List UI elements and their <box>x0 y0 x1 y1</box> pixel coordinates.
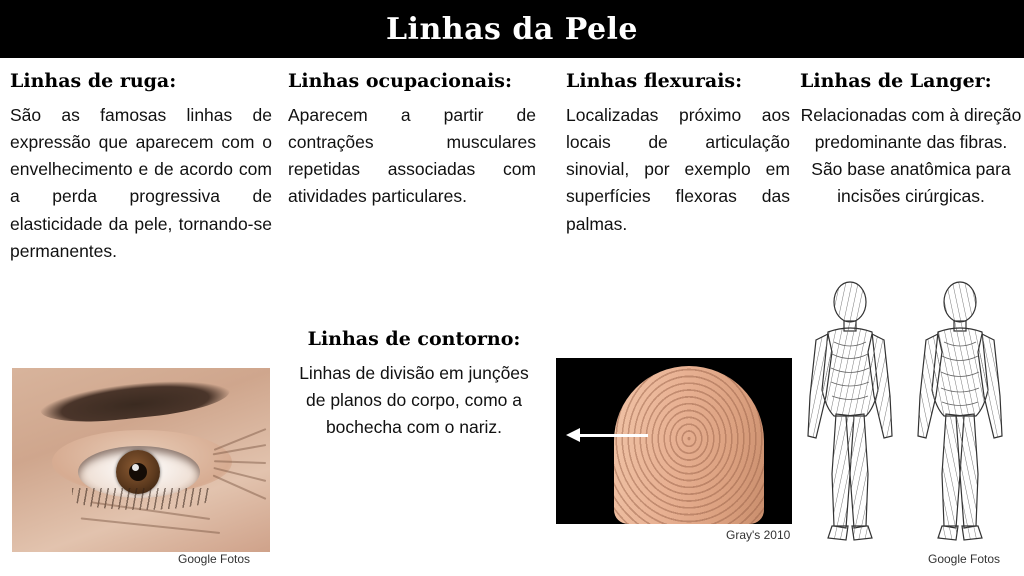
section-body-langer: Relacionadas com à direção predominante das fibras. São base anatômica para incisões cirúrgicas. <box>800 105 1022 207</box>
section-linhas-flexurais <box>566 70 790 238</box>
section-heading-occupational: Linhas ocupacionais: <box>288 70 512 92</box>
fingertip-flexural-photo <box>556 358 792 524</box>
header-bar <box>0 0 1024 58</box>
section-heading-wrinkle: Linhas de ruga: <box>10 70 177 92</box>
wrinkle-line <box>81 517 220 534</box>
eye-photo-caption: Google Fotos <box>178 552 251 566</box>
section-linhas-de-ruga <box>10 70 272 265</box>
section-body-flexural: Localizadas próximo aos locais de articulação sinovial, por exemplo em superfícies flexoras das palmas. <box>566 105 790 234</box>
langer-figure-caption: Google Fotos <box>928 552 1001 566</box>
section-body-occupational: Aparecem a partir de contrações musculares repetidas associadas com atividades particulares. <box>288 105 536 207</box>
eyelashes-shape <box>72 488 210 510</box>
section-linhas-ocupacionais <box>288 70 536 211</box>
eyebrow-shape <box>39 374 232 428</box>
page-title: Linhas da Pele <box>385 11 639 47</box>
pointer-arrow-icon <box>566 428 580 442</box>
pointer-arrow-line <box>572 434 648 437</box>
section-linhas-de-contorno <box>288 328 540 441</box>
langer-lines-figure <box>798 276 1022 550</box>
section-linhas-de-langer <box>800 70 1022 211</box>
finger-photo-caption: Gray's 2010 <box>726 528 791 542</box>
section-heading-flexural: Linhas flexurais: <box>566 70 743 92</box>
fingerprint-ridges <box>614 366 764 524</box>
eye-wrinkles-photo <box>12 368 270 552</box>
section-body-contour: Linhas de divisão em junções de planos do corpo, como a bochecha com o nariz. <box>299 363 529 438</box>
eye-glint <box>132 464 139 471</box>
section-body-wrinkle: São as famosas linhas de expressão que aparecem com o envelhecimento e de acordo com a perda progressiva de elasticidade da pele, tornando-se permanentes. <box>10 105 272 261</box>
langer-lines-svg <box>798 276 1022 550</box>
section-heading-langer: Linhas de Langer: <box>800 70 992 92</box>
section-heading-contour: Linhas de contorno: <box>307 328 521 350</box>
